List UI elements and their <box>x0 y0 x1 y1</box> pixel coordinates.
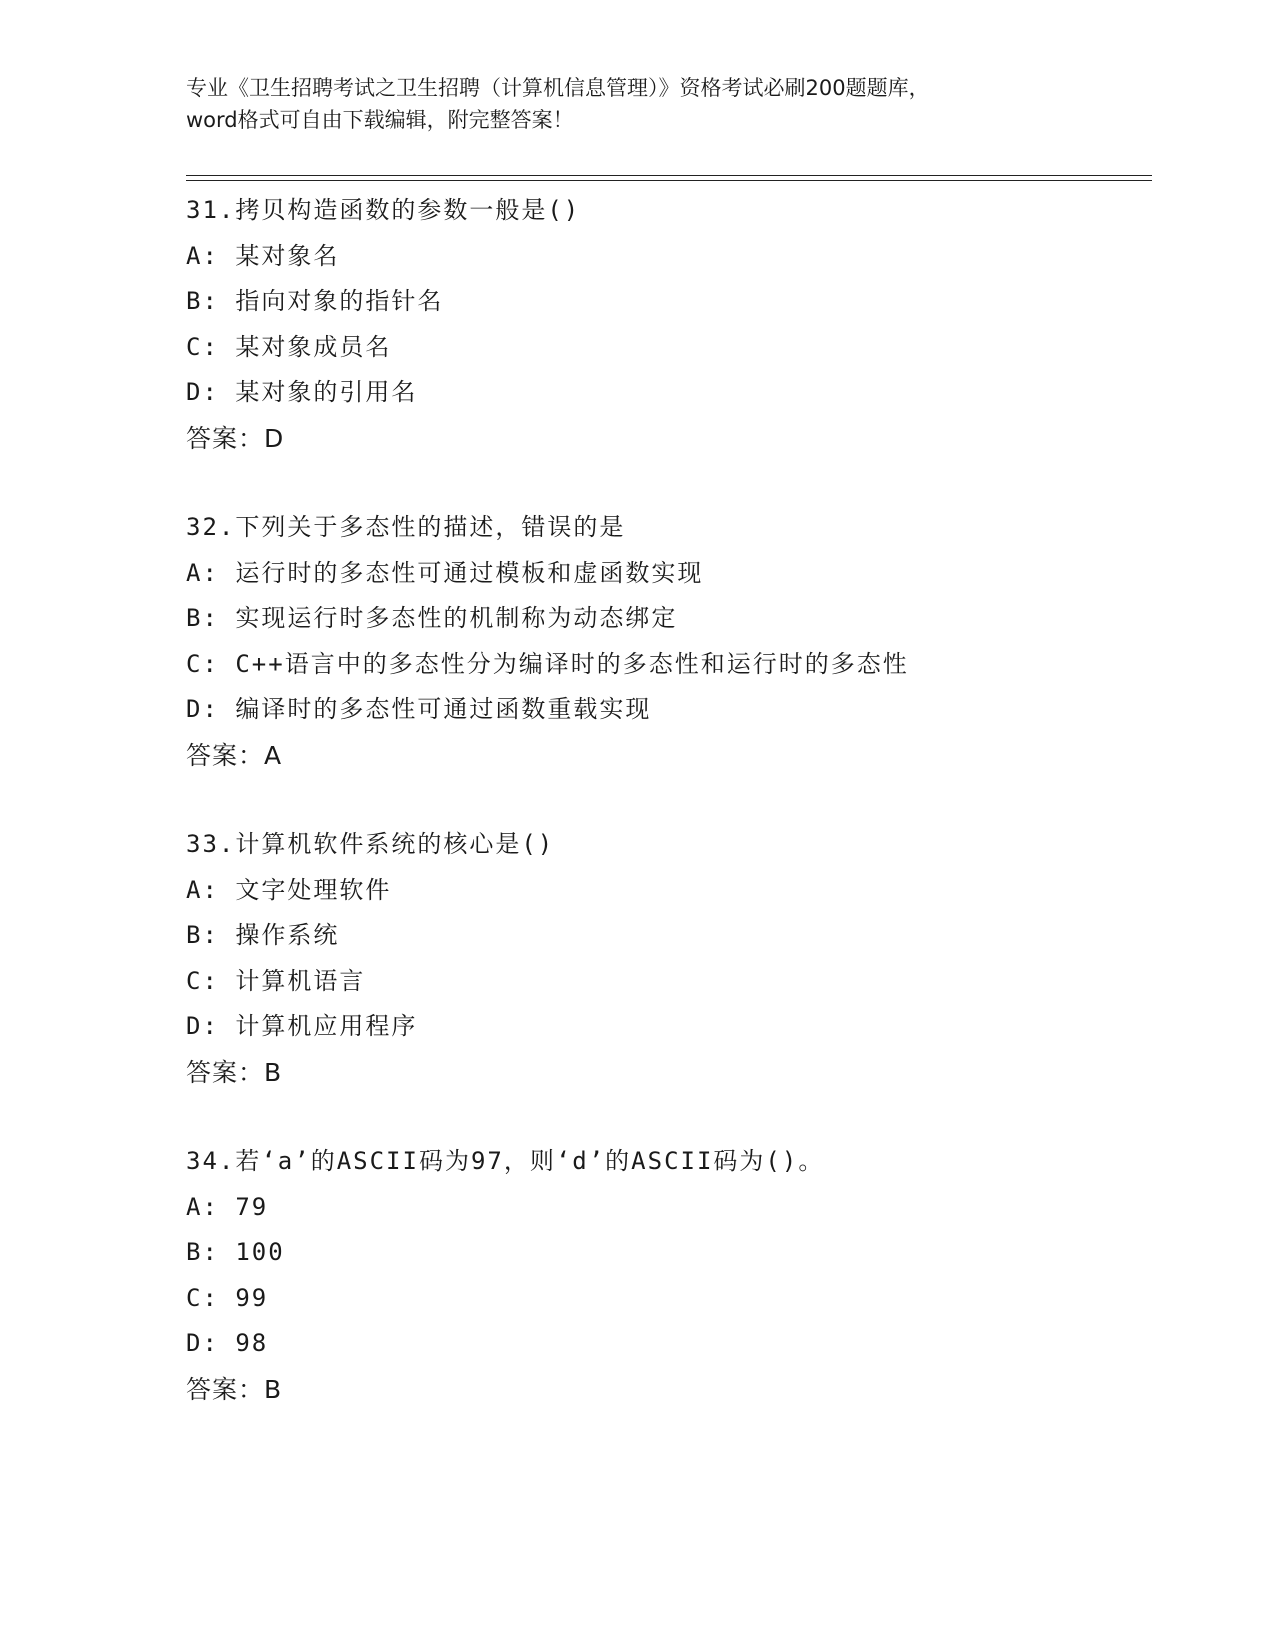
question-block <box>186 1139 1166 1412</box>
option-a: A: 运行时的多态性可通过模板和虚函数实现 <box>186 558 704 587</box>
answer-line: 答案：B <box>186 1374 283 1404</box>
option-d: D: 某对象的引用名 <box>186 378 418 406</box>
answer-line: 答案：D <box>186 423 285 453</box>
question-stem: 31.拷贝构造函数的参数一般是() <box>186 196 581 224</box>
option-a: A: 某对象名 <box>186 241 340 270</box>
document-header <box>186 72 1086 136</box>
option-c: C: 99 <box>186 1283 269 1312</box>
question-stem: 32.下列关于多态性的描述，错误的是 <box>186 513 626 541</box>
question-block <box>186 188 1166 461</box>
option-a: A: 79 <box>186 1192 269 1221</box>
option-b: B: 操作系统 <box>186 921 340 949</box>
question-block <box>186 822 1166 1095</box>
question-block <box>186 505 1166 778</box>
header-divider-bottom <box>186 180 1152 181</box>
question-stem: 34.若‘a’的ASCII码为97，则‘d’的ASCII码为()。 <box>186 1147 825 1175</box>
header-title-line-1: 专业《卫生招聘考试之卫生招聘（计算机信息管理）》资格考试必刷200题题库， <box>186 76 930 100</box>
option-a: A: 文字处理软件 <box>186 875 392 904</box>
option-b: B: 指向对象的指针名 <box>186 287 444 315</box>
option-d: D: 98 <box>186 1329 269 1357</box>
option-c: C: C++语言中的多态性分为编译时的多态性和运行时的多态性 <box>186 649 909 678</box>
option-d: D: 编译时的多态性可通过函数重载实现 <box>186 695 652 723</box>
option-c: C: 某对象成员名 <box>186 332 392 361</box>
answer-line: 答案：B <box>186 1057 283 1087</box>
option-b: B: 100 <box>186 1238 285 1266</box>
option-d: D: 计算机应用程序 <box>186 1012 418 1040</box>
header-title-line-2: word格式可自由下载编辑，附完整答案！ <box>186 108 574 132</box>
answer-line: 答案：A <box>186 740 283 770</box>
question-stem: 33.计算机软件系统的核心是() <box>186 830 555 858</box>
header-divider-top <box>186 175 1152 176</box>
option-c: C: 计算机语言 <box>186 966 366 995</box>
option-b: B: 实现运行时多态性的机制称为动态绑定 <box>186 604 678 632</box>
